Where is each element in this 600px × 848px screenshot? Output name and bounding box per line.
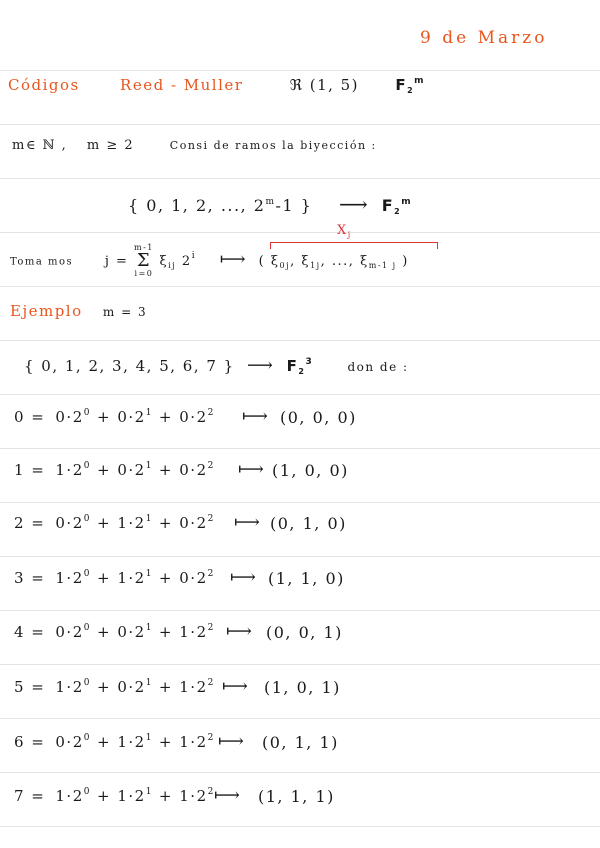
example-row bbox=[14, 678, 215, 696]
row-tuple: (1, 1, 1) bbox=[258, 787, 335, 806]
date: 9 de Marzo bbox=[420, 28, 548, 48]
row-term: $1\cdot 2^0$ bbox=[55, 787, 91, 805]
row-term: $0\cdot 2^0$ bbox=[55, 733, 91, 751]
example-row bbox=[14, 514, 215, 532]
bijection-line bbox=[128, 192, 412, 216]
title-r-code: ℜ (1, 5) bbox=[289, 76, 360, 94]
row-term: + $1\cdot 2^2$ bbox=[158, 623, 215, 641]
example-row bbox=[14, 569, 215, 587]
row-term: + $0\cdot 2^1$ bbox=[96, 678, 153, 696]
example-row bbox=[14, 623, 215, 641]
example-row bbox=[14, 408, 215, 426]
bijection-set: { 0, 1, 2, ..., 2 bbox=[128, 196, 266, 215]
sum-term: $\xi_{ij}$ 2$^i$ bbox=[159, 250, 197, 270]
bijection-arrow: ⟶ bbox=[338, 192, 370, 216]
row-tuple: (1, 0, 1) bbox=[264, 678, 341, 697]
row-arrow: ⟼ bbox=[218, 731, 246, 752]
row-number: 2 = bbox=[14, 514, 46, 532]
title-row bbox=[8, 76, 425, 95]
row-term: $0\cdot 2^0$ bbox=[55, 514, 91, 532]
row-term: + $1\cdot 2^1$ bbox=[96, 569, 153, 587]
row-term: + $0\cdot 2^1$ bbox=[96, 461, 153, 479]
example-row bbox=[14, 461, 215, 479]
ejemplo-line bbox=[10, 302, 147, 320]
bijection-field: $F_2^m$ bbox=[381, 196, 413, 216]
tuple-expression: ( $\xi_{0j}$, $\xi_{1j}$, ..., $\xi_{m-1 j}$ ) bbox=[258, 253, 409, 270]
row-arrow: ⟼ bbox=[222, 676, 250, 697]
tomamos-line bbox=[10, 244, 409, 278]
row-arrow: ⟼ bbox=[214, 785, 242, 806]
row-tuple: (1, 1, 0) bbox=[268, 569, 345, 588]
row-term: + $0\cdot 2^1$ bbox=[96, 408, 153, 426]
ejemplo-label: Ejemplo bbox=[10, 302, 83, 320]
m-in-n: m∈ ℕ , bbox=[12, 138, 68, 153]
row-number: 7 = bbox=[14, 787, 46, 805]
row-term: $0\cdot 2^0$ bbox=[55, 623, 91, 641]
example-arrow: ⟶ bbox=[247, 355, 275, 376]
example-row bbox=[14, 733, 215, 751]
row-number: 6 = bbox=[14, 733, 46, 751]
example-set: { 0, 1, 2, 3, 4, 5, 6, 7 } bbox=[24, 357, 235, 375]
row-arrow: ⟼ bbox=[242, 406, 270, 427]
row-tuple: (0, 0, 0) bbox=[280, 408, 357, 427]
row-term: $1\cdot 2^0$ bbox=[55, 569, 91, 587]
maps-to-arrow: ⟼ bbox=[219, 248, 248, 270]
title-field: $F_2^m$ bbox=[395, 76, 426, 95]
row-term: $1\cdot 2^0$ bbox=[55, 461, 91, 479]
row-number: 4 = bbox=[14, 623, 46, 641]
row-arrow: ⟼ bbox=[238, 459, 266, 480]
row-term: + $0\cdot 2^2$ bbox=[158, 408, 215, 426]
row-term: $1\cdot 2^0$ bbox=[55, 678, 91, 696]
row-tuple: (1, 0, 0) bbox=[272, 461, 349, 480]
row-number: 1 = bbox=[14, 461, 46, 479]
row-tuple: (0, 0, 1) bbox=[266, 623, 343, 642]
title-codigos: Códigos bbox=[8, 76, 80, 94]
row-tuple: (0, 1, 0) bbox=[270, 514, 347, 533]
donde-text: don de : bbox=[347, 360, 409, 374]
row-arrow: ⟼ bbox=[226, 621, 254, 642]
ejemplo-m: m = 3 bbox=[102, 305, 148, 319]
example-field: $F_2^3$ bbox=[286, 357, 314, 376]
row-term: + $0\cdot 2^2$ bbox=[158, 569, 215, 587]
row-number: 3 = bbox=[14, 569, 46, 587]
xj-label: $X_j$ bbox=[337, 223, 352, 239]
row-term: + $1\cdot 2^1$ bbox=[96, 733, 153, 751]
title-reed-muller: Reed - Muller bbox=[120, 76, 244, 94]
j-equals: j = bbox=[104, 253, 129, 269]
definition-line bbox=[12, 138, 377, 153]
row-term: + $0\cdot 2^2$ bbox=[158, 461, 215, 479]
row-arrow: ⟼ bbox=[234, 512, 262, 533]
row-term: + $1\cdot 2^2$ bbox=[158, 733, 215, 751]
bijection-exp: m bbox=[265, 197, 276, 207]
sum-symbol: m-1 Σ i=0 bbox=[134, 243, 154, 278]
row-term: + $0\cdot 2^2$ bbox=[158, 514, 215, 532]
consideramos-text: Consi de ramos la biyección : bbox=[169, 139, 377, 152]
bijection-end: -1 } bbox=[275, 196, 313, 215]
row-number: 0 = bbox=[14, 408, 46, 426]
example-row bbox=[14, 787, 215, 805]
row-term: + $1\cdot 2^1$ bbox=[96, 514, 153, 532]
row-term: + $1\cdot 2^1$ bbox=[96, 787, 153, 805]
row-tuple: (0, 1, 1) bbox=[262, 733, 339, 752]
row-term: $0\cdot 2^0$ bbox=[55, 408, 91, 426]
tomamos-label: Toma mos bbox=[10, 256, 74, 268]
row-arrow: ⟼ bbox=[230, 567, 258, 588]
row-term: + $1\cdot 2^2$ bbox=[158, 787, 215, 805]
row-number: 5 = bbox=[14, 678, 46, 696]
m-ge-2: m ≥ 2 bbox=[86, 138, 135, 153]
row-term: + $1\cdot 2^2$ bbox=[158, 678, 215, 696]
example-set-line bbox=[24, 355, 409, 376]
row-term: + $0\cdot 2^1$ bbox=[96, 623, 153, 641]
